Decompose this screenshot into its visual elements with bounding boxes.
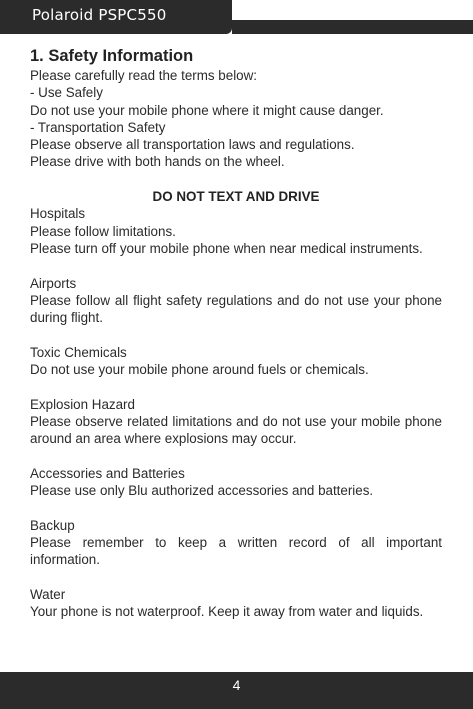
- hospitals-line-1: Please follow limitations.: [30, 223, 176, 239]
- backup-heading: Backup: [30, 517, 75, 533]
- airports-heading: Airports: [30, 275, 77, 291]
- accessories-heading: Accessories and Batteries: [30, 465, 185, 481]
- hospitals-heading: Hospitals: [30, 206, 86, 222]
- header-strip: [232, 20, 473, 34]
- page-number: 4: [232, 677, 241, 693]
- use-safely-text: Do not use your mobile phone where it might cause danger.: [30, 102, 384, 118]
- spacer: [30, 257, 442, 274]
- spacer: [30, 448, 442, 465]
- explosion-heading: Explosion Hazard: [30, 396, 135, 412]
- spacer: [30, 326, 442, 343]
- page-header: [0, 0, 473, 36]
- transport-heading: - Transportation Safety: [30, 119, 166, 135]
- backup-text: Please remember to keep a written record of all important information.: [30, 535, 442, 568]
- spacer: [30, 569, 442, 586]
- toxic-text: Do not use your mobile phone around fuels or chemicals.: [30, 362, 369, 378]
- header-title: Polaroid PSPC550: [32, 6, 167, 24]
- spacer: [30, 171, 442, 188]
- spacer: [30, 378, 442, 395]
- transport-line-1: Please observe all transportation laws and regulations.: [30, 137, 355, 153]
- explosion-text: Please observe related limitations and do not use your mobile phone around an area where explosions may occur.: [30, 413, 442, 447]
- water-text: Your phone is not waterproof. Keep it away from water and liquids.: [30, 604, 424, 620]
- water-heading: Water: [30, 586, 66, 602]
- section-title: 1. Safety Information: [30, 47, 194, 65]
- transport-line-2: Please drive with both hands on the wheel.: [30, 154, 285, 170]
- use-safely-heading: - Use Safely: [30, 85, 103, 101]
- warning-text: DO NOT TEXT AND DRIVE: [152, 189, 320, 205]
- accessories-text: Please use only Blu authorized accessories and batteries.: [30, 483, 374, 499]
- spacer: [30, 499, 442, 516]
- toxic-heading: Toxic Chemicals: [30, 344, 127, 360]
- header-notch: [232, 0, 473, 20]
- page-footer: [0, 672, 473, 709]
- intro-text: Please carefully read the terms below:: [30, 68, 258, 83]
- hospitals-line-2: Please turn off your mobile phone when near medical instruments.: [30, 240, 423, 256]
- page-content: [30, 46, 442, 621]
- airports-text: Please follow all flight safety regulations and do not use your phone during flight.: [30, 292, 442, 326]
